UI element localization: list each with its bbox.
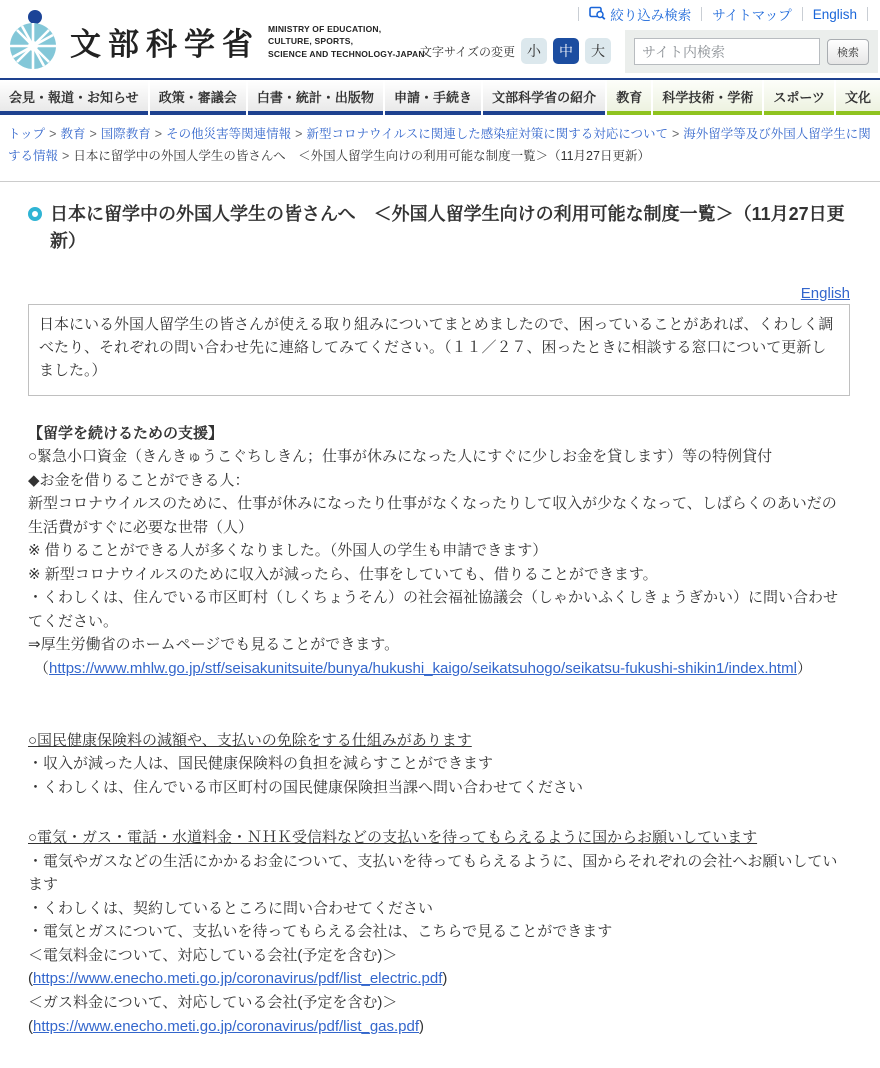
body-line: ※ 借りることができる人が多くなりました。（外国人の学生も申請できます）: [28, 542, 548, 560]
breadcrumb-link[interactable]: 海外留学等及び外国人留学生に関する情報: [8, 127, 871, 163]
body-line: ＜電気料金について、対応している会社(予定を含む)＞: [28, 946, 398, 964]
divider: [578, 7, 579, 21]
paren: (: [28, 970, 33, 988]
breadcrumb-separator: >: [49, 127, 57, 141]
body-line: ・収入が減った人は、国民健康保険料の負担を減らすことができます: [28, 755, 494, 773]
body-line: [28, 967, 850, 991]
section-health-insurance: [28, 729, 850, 800]
divider: [802, 7, 803, 21]
filtered-search-link[interactable]: 絞り込み検索: [589, 4, 691, 24]
font-size-label: 文字サイズの変更: [419, 44, 515, 59]
gas-list-link[interactable]: https://www.enecho.meti.go.jp/coronavirus/pdf/list_gas.pdf: [33, 1017, 420, 1035]
mext-logo-text-en: MINISTRY OF EDUCATION, CULTURE, SPORTS, SCIENCE AND TECHNOLOGY-JAPAN: [268, 24, 425, 59]
font-size-large-button[interactable]: 大: [585, 38, 611, 64]
body-line: ・電気やガスなどの生活にかかるお金について、支払いを待ってもらえるように、国からそれぞれの会社へお願いしています: [28, 852, 838, 894]
nav-item-press[interactable]: 会見・報道・お知らせ: [0, 80, 148, 115]
body-line: ・くわしくは、住んでいる市区町村の国民健康保険担当課へ問い合わせてください: [28, 778, 584, 796]
nav-item-about[interactable]: 文部科学省の紹介: [483, 80, 605, 115]
mext-logo-text-jp: 文部科学省: [70, 27, 260, 62]
font-size-medium-button[interactable]: 中: [553, 38, 579, 64]
english-page-link[interactable]: English: [800, 284, 850, 302]
breadcrumb-separator: >: [671, 127, 680, 141]
section-heading: ○電気・ガス・電話・水道料金・ＮＨＫ受信料などの支払いを待ってもらえるように国からお願いしています: [28, 829, 758, 847]
sitemap-link[interactable]: サイトマップ: [712, 8, 792, 23]
section-heading: ○国民健康保険料の減額や、支払いの免除をする仕組みがあります: [28, 731, 472, 749]
body-line: ※ 新型コロナウイルスのために収入が減ったら、仕事をしていても、借りることができます。: [28, 565, 658, 583]
site-header: [0, 0, 880, 78]
paren: ): [419, 1017, 425, 1035]
paren: (: [28, 1017, 33, 1035]
breadcrumb-link[interactable]: その他災害等関連情報: [166, 127, 292, 141]
utility-links: [568, 4, 878, 24]
page-title: [28, 201, 850, 255]
body-line: ・電気とガスについて、支払いを待ってもらえる会社は、こちらで見ることができます: [28, 923, 613, 941]
paren: ): [442, 970, 448, 988]
body-line: 新型コロナウイルスのために、仕事が休みになったり仕事がなくなったりして収入が少なくなって、しばらくのあいだの生活費がすぐに必要な世帯（人）: [28, 495, 837, 536]
page-title-text: 日本に留学中の外国人学生の皆さんへ ＜外国人留学生向けの利用可能な制度一覧＞（11月27日更新）: [50, 203, 845, 251]
nav-item-culture[interactable]: 文化: [836, 80, 880, 115]
paren: ）: [796, 659, 812, 677]
breadcrumb-current: 日本に留学中の外国人学生の皆さんへ ＜外国人留学生向けの利用可能な制度一覧＞（11月27日更新）: [73, 148, 650, 163]
intro-box: [28, 304, 850, 396]
nav-item-policy[interactable]: 政策・審議会: [150, 80, 246, 115]
breadcrumb-separator: >: [295, 127, 303, 141]
site-search-button[interactable]: 検索: [827, 39, 869, 65]
mext-logo[interactable]: [8, 8, 425, 75]
breadcrumb-link[interactable]: 教育: [60, 127, 86, 141]
font-size-changer: [420, 38, 611, 64]
mhlw-link[interactable]: https://www.mhlw.go.jp/stf/seisakunitsuite/bunya/hukushi_kaigo/seikatsuhogo/seikatsu-fukushi-shikin1/index.html: [49, 659, 797, 677]
section-heading: 【留学を続けるための支援】: [28, 424, 224, 442]
breadcrumb-separator: >: [154, 127, 163, 141]
nav-item-whitepaper[interactable]: 白書・統計・出版物: [248, 80, 383, 115]
body-line: ・くわしくは、住んでいる市区町村（しくちょうそん）の社会福祉協議会（しゃかいふくしきょうぎかい）に問い合わせてください。: [28, 589, 839, 630]
english-header-link[interactable]: English: [812, 6, 857, 22]
nav-item-sports[interactable]: スポーツ: [764, 80, 834, 115]
divider: [701, 7, 702, 21]
body-line: ○緊急小口資金（きんきゅうこぐちしきん；仕事が休みになった人にすぐに少しお金を貸します）等の特例貸付: [28, 448, 773, 466]
breadcrumb-separator: >: [89, 127, 97, 141]
breadcrumb-link[interactable]: 新型コロナウイルスに関連した感染症対策に関する対応について: [306, 127, 668, 141]
site-search-panel: [625, 30, 878, 73]
body-content: [28, 422, 850, 1039]
nav-item-education[interactable]: 教育: [607, 80, 651, 115]
title-bullet-icon: [28, 207, 42, 221]
nav-item-application[interactable]: 申請・手続き: [385, 80, 481, 115]
breadcrumb-separator: >: [62, 148, 70, 163]
body-line: ＜ガス料金について、対応している会社(予定を含む)＞: [28, 993, 398, 1011]
breadcrumb-link[interactable]: トップ: [8, 127, 46, 141]
body-line: ⇒厚生労働省のホームページでも見ることができます。: [28, 636, 400, 654]
main-content: [0, 201, 880, 1068]
body-line: ◆お金を借りることができる人：: [28, 471, 250, 489]
section-utility-payments: [28, 826, 850, 1038]
intro-text: 日本にいる外国人留学生の皆さんが使える取り組みについてまとめましたので、困っていることがあれば、くわしく調べたり、それぞれの問い合わせ先に連絡してみてください。（１１／２７、困ったときに相談する窓口について更新しました。）: [39, 315, 834, 380]
paren: （: [34, 659, 50, 677]
mext-logo-icon: [8, 8, 62, 75]
body-line: ・くわしくは、契約しているところに問い合わせてください: [28, 899, 434, 917]
nav-item-science[interactable]: 科学技術・学術: [653, 80, 762, 115]
body-line: [28, 1015, 850, 1039]
section-study-support: [28, 422, 850, 681]
electric-list-link[interactable]: https://www.enecho.meti.go.jp/coronavirus/pdf/list_electric.pdf: [33, 970, 443, 988]
breadcrumb: [0, 115, 880, 182]
breadcrumb-link[interactable]: 国際教育: [100, 127, 151, 141]
site-search-input[interactable]: [634, 38, 820, 65]
global-nav: [0, 78, 880, 115]
font-size-small-button[interactable]: 小: [521, 38, 547, 64]
filter-search-icon: [589, 6, 606, 23]
divider: [867, 7, 868, 21]
body-line: [28, 657, 850, 681]
